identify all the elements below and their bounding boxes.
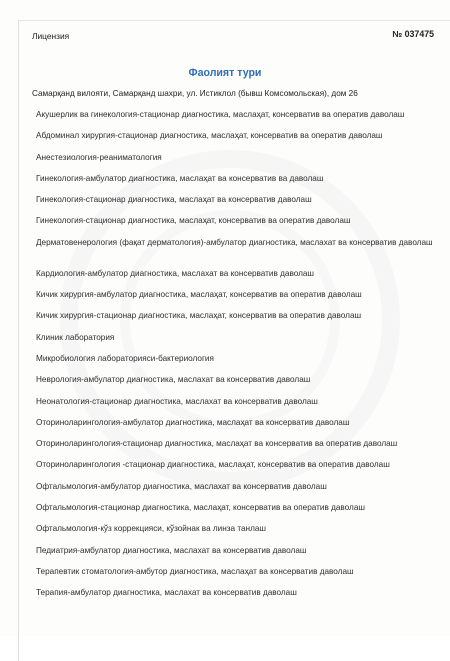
list-item: Оториноларингология-стационар диагностика, маслаҳат ва консерватив ва оператив даволаш xyxy=(36,439,398,449)
list-item: Акушерлик ва гинекология-стационар диагностика, маслаҳат, консерватив ва оператив даволаш xyxy=(36,110,405,119)
list-item: Терапевтик стоматология-амбутор диагностика, маслаҳат ва консерватив даволаш xyxy=(36,566,354,576)
list-item: Оториноларингология -стационар диагностика, маслаҳат, консерватив ва оператив даволаш xyxy=(36,460,390,470)
list-item: Гинекология-стационар диагностика, маслаҳат, консерватив ва оператив даволаш xyxy=(36,216,351,226)
list-item: Оториноларингология-амбулатор диагностика, маслаҳат ва консерватив даволаш xyxy=(36,417,350,427)
list-item: Абдоминал хирургия-стационар диагностика, маслаҳат, консерватив ва оператив даволаш xyxy=(36,131,383,141)
address-line: Самарқанд вилояти, Самарқанд шахри, ул. Истиклол (бывш Комсомольская), дом 26 xyxy=(32,89,358,98)
list-item: Неонатология-стационар диагностика, маслахат ва консерватив даволаш xyxy=(36,396,318,406)
document-type-label: Лицензия xyxy=(32,31,70,41)
list-item: Педиатрия-амбулатор диагностика, маслахат ва консерватив даволаш xyxy=(36,545,307,555)
list-item: Офтальмология-кўз коррекцияси, кўзойнак ва линза танлаш xyxy=(36,524,266,534)
list-item: Анестезиология-реаниматология xyxy=(36,152,162,162)
list-item: Неврология-амбулатор диагностика, маслахат ва консерватив даволаш xyxy=(36,375,311,385)
list-item: Терапия-амбулатор диагностика, маслахат ва консерватив даволаш xyxy=(36,588,297,598)
list-item: Офтальмология-амбулатор диагностика, маслахат ва консерватив даволаш xyxy=(36,481,327,491)
list-item: Гинекология-амбулатор диагностика, маслаҳат ва консерватив ва даволаш xyxy=(36,173,324,183)
list-item: Офтальмология-стационар диагностика, маслаҳат, консерватив ва оператив даволаш xyxy=(36,503,365,513)
list-item: Микробиология лабораторияси-бактериология xyxy=(36,353,214,363)
list-item: Кардиология-амбулатор диагностика, маслахат ва консерватив даволаш xyxy=(36,268,314,278)
list-item: Кичик хирургия-стационар диагностика, маслаҳат, консерватив ва оператив даволаш xyxy=(36,311,362,321)
list-item: Дерматовенерология (фақат дерматология)-амбулатор диагностика, маслахат ва консерватив даволаш xyxy=(36,237,433,247)
list-item: Кичик хирургия-амбулатор диагностика, маслаҳат, консерватив ва оператив даволаш xyxy=(36,290,362,300)
page-title: Фаолият тури xyxy=(188,67,262,79)
list-item: Клиник лаборатория xyxy=(36,332,115,342)
list-item: Гинекология-стационар диагностика, маслаҳат ва консерватив даволаш xyxy=(36,195,312,205)
license-number: № 037475 xyxy=(392,29,434,39)
activity-list xyxy=(36,110,444,610)
